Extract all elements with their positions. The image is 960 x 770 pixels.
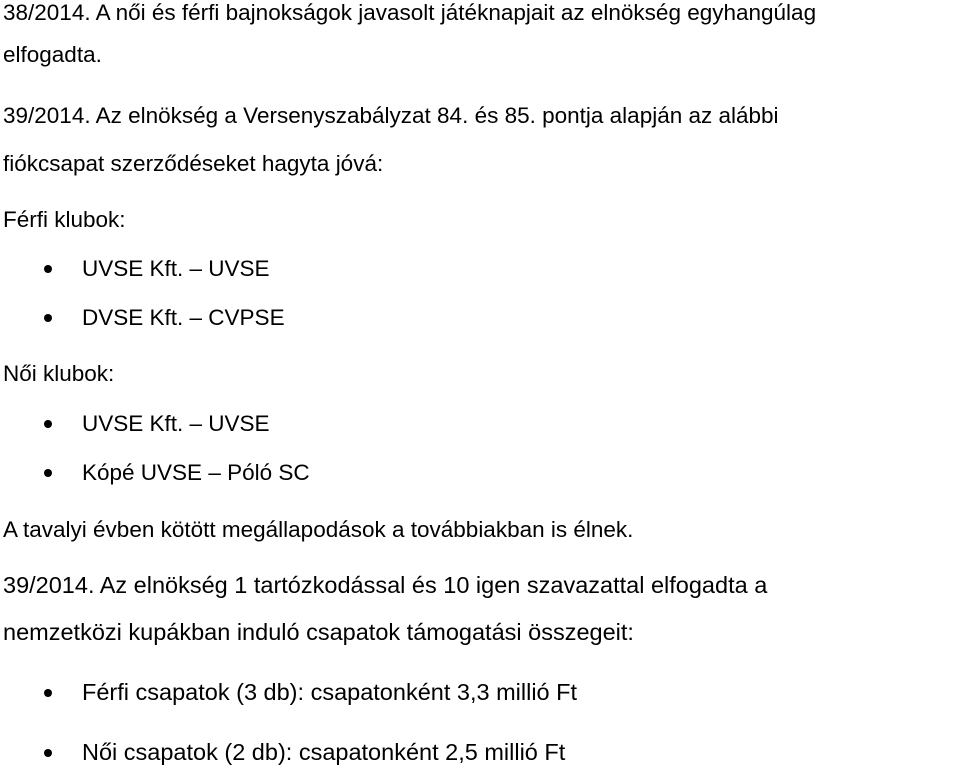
list-item: UVSE Kft. – UVSE	[82, 256, 270, 281]
women-clubs-heading: Női klubok:	[3, 361, 115, 386]
resolution-38-line-1: 38/2014. A női és férfi bajnokságok javasolt játéknapjait az elnökség egyhangúlag	[3, 0, 817, 25]
bullet-icon	[44, 265, 52, 273]
resolution-38-line-2: elfogadta.	[3, 42, 102, 67]
resolution-39b-line-2: nemzetközi kupákban induló csapatok támogatási összegeit:	[3, 619, 634, 645]
resolution-39b-line-1: 39/2014. Az elnökség 1 tartózkodással és 10 igen szavazattal elfogadta a	[3, 572, 768, 598]
list-item: Női csapatok (2 db): csapatonként 2,5 millió Ft	[82, 739, 566, 765]
bullet-icon	[44, 689, 52, 697]
men-clubs-heading: Férfi klubok:	[3, 207, 126, 232]
resolution-39-line-1: 39/2014. Az elnökség a Versenyszabályzat 84. és 85. pontja alapján az alábbi	[3, 103, 779, 128]
bullet-icon	[44, 749, 52, 757]
list-item: Férfi csapatok (3 db): csapatonként 3,3 millió Ft	[82, 679, 578, 705]
prior-agreements-note: A tavalyi évben kötött megállapodások a továbbiakban is élnek.	[3, 517, 634, 542]
list-item: UVSE Kft. – UVSE	[82, 411, 270, 436]
list-item: Kópé UVSE – Póló SC	[82, 460, 310, 485]
list-item: DVSE Kft. – CVPSE	[82, 305, 285, 330]
bullet-icon	[44, 420, 52, 428]
bullet-icon	[44, 314, 52, 322]
bullet-icon	[44, 469, 52, 477]
resolution-39-line-2: fiókcsapat szerződéseket hagyta jóvá:	[3, 151, 384, 176]
